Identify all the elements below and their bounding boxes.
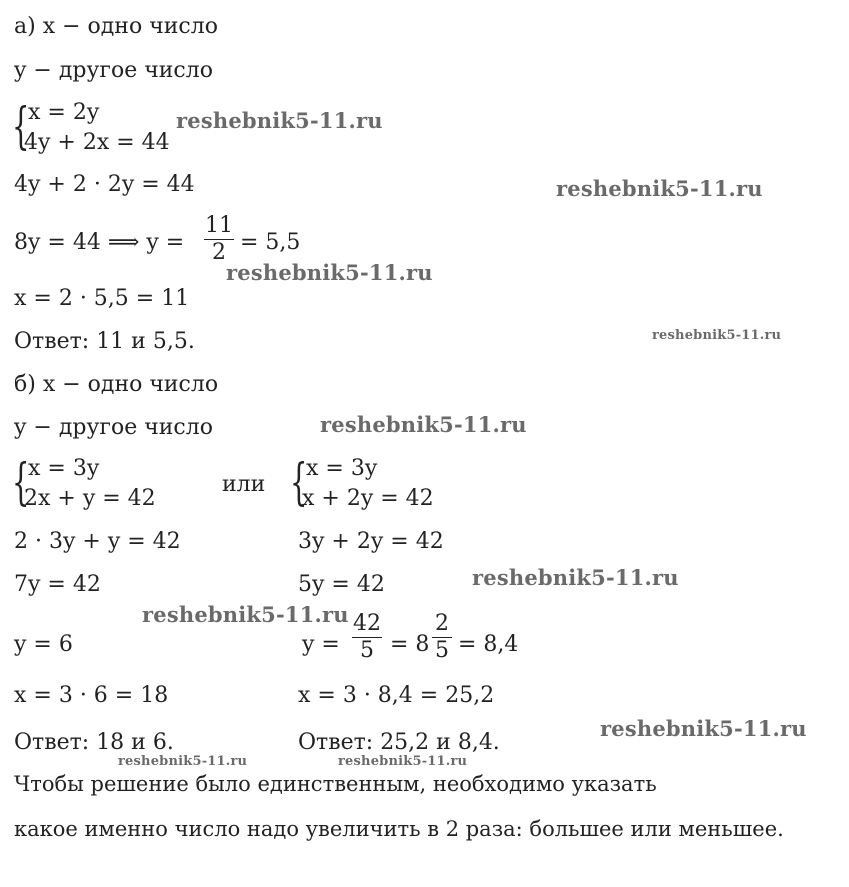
conclusion-line-1: Чтобы решение было единственным, необходимо указать	[14, 772, 657, 796]
watermark: reshebnik5-11.ru	[556, 176, 763, 201]
part-a-line-3: 4y + 2 · 2y = 44	[14, 172, 195, 197]
part-b-left-line-4: 7y = 42	[14, 572, 101, 597]
part-b-right-line-5-b: = 8	[390, 632, 430, 657]
fraction-denominator: 5	[435, 638, 449, 663]
part-a-system-eq-1: x = 2y	[28, 100, 100, 125]
part-a-line-5: x = 2 · 5,5 = 11	[14, 286, 190, 311]
fraction-numerator: 11	[205, 213, 233, 238]
fraction-2-5	[432, 612, 452, 663]
part-a-line-2: y − другое число	[14, 58, 213, 83]
watermark: reshebnik5-11.ru	[142, 602, 349, 627]
conclusion-line-2: какое именно число надо увеличить в 2 раза: большее или меньшее.	[14, 817, 784, 841]
fraction-42-5	[352, 612, 382, 663]
watermark: reshebnik5-11.ru	[652, 328, 782, 343]
part-b-left-system-eq-2: 2x + y = 42	[24, 486, 156, 511]
part-b-right-line-5-a: y =	[302, 632, 340, 657]
watermark: reshebnik5-11.ru	[176, 108, 383, 133]
part-b-left-system-eq-1: x = 3y	[28, 456, 100, 481]
fraction-11-2	[204, 214, 234, 265]
part-b-left-answer: Ответ: 18 и 6.	[14, 730, 174, 755]
fraction-denominator: 5	[360, 638, 374, 663]
part-a-line-4-left: 8y = 44 ⟹ y =	[14, 230, 185, 255]
watermark: reshebnik5-11.ru	[472, 565, 679, 590]
part-b-line-2: y − другое число	[14, 415, 213, 440]
watermark: reshebnik5-11.ru	[600, 716, 807, 741]
part-a-system-eq-2: 4y + 2x = 44	[24, 130, 170, 155]
part-b-right-system-eq-1: x = 3y	[306, 456, 378, 481]
part-b-right-system-eq-2: x + 2y = 42	[302, 486, 434, 511]
part-b-right-line-4: 5y = 42	[298, 572, 385, 597]
fraction-numerator: 2	[435, 611, 449, 636]
system-brace-right: {	[290, 453, 308, 511]
system-brace: {	[12, 97, 30, 155]
part-b-right-answer: Ответ: 25,2 и 8,4.	[298, 730, 500, 755]
part-b-left-line-6: x = 3 · 6 = 18	[14, 683, 169, 708]
part-a-line-4-right: = 5,5	[240, 230, 301, 255]
part-a-answer: Ответ: 11 и 5,5.	[14, 329, 195, 354]
watermark: reshebnik5-11.ru	[118, 754, 248, 769]
part-a-line-1: а) x − одно число	[14, 14, 218, 39]
watermark: reshebnik5-11.ru	[338, 754, 468, 769]
part-b-right-line-6: x = 3 · 8,4 = 25,2	[298, 683, 495, 708]
watermark: reshebnik5-11.ru	[226, 260, 433, 285]
fraction-denominator: 2	[212, 240, 226, 265]
part-b-line-1: б) x − одно число	[14, 372, 219, 397]
part-b-right-line-5-c: = 8,4	[458, 632, 519, 657]
ili-word: или	[222, 472, 266, 497]
part-b-right-line-3: 3y + 2y = 42	[298, 529, 444, 554]
part-b-left-line-3: 2 · 3y + y = 42	[14, 529, 181, 554]
part-b-left-line-5: y = 6	[14, 632, 73, 657]
watermark: reshebnik5-11.ru	[320, 412, 527, 437]
system-brace-left: {	[12, 453, 30, 511]
fraction-numerator: 42	[353, 611, 381, 636]
